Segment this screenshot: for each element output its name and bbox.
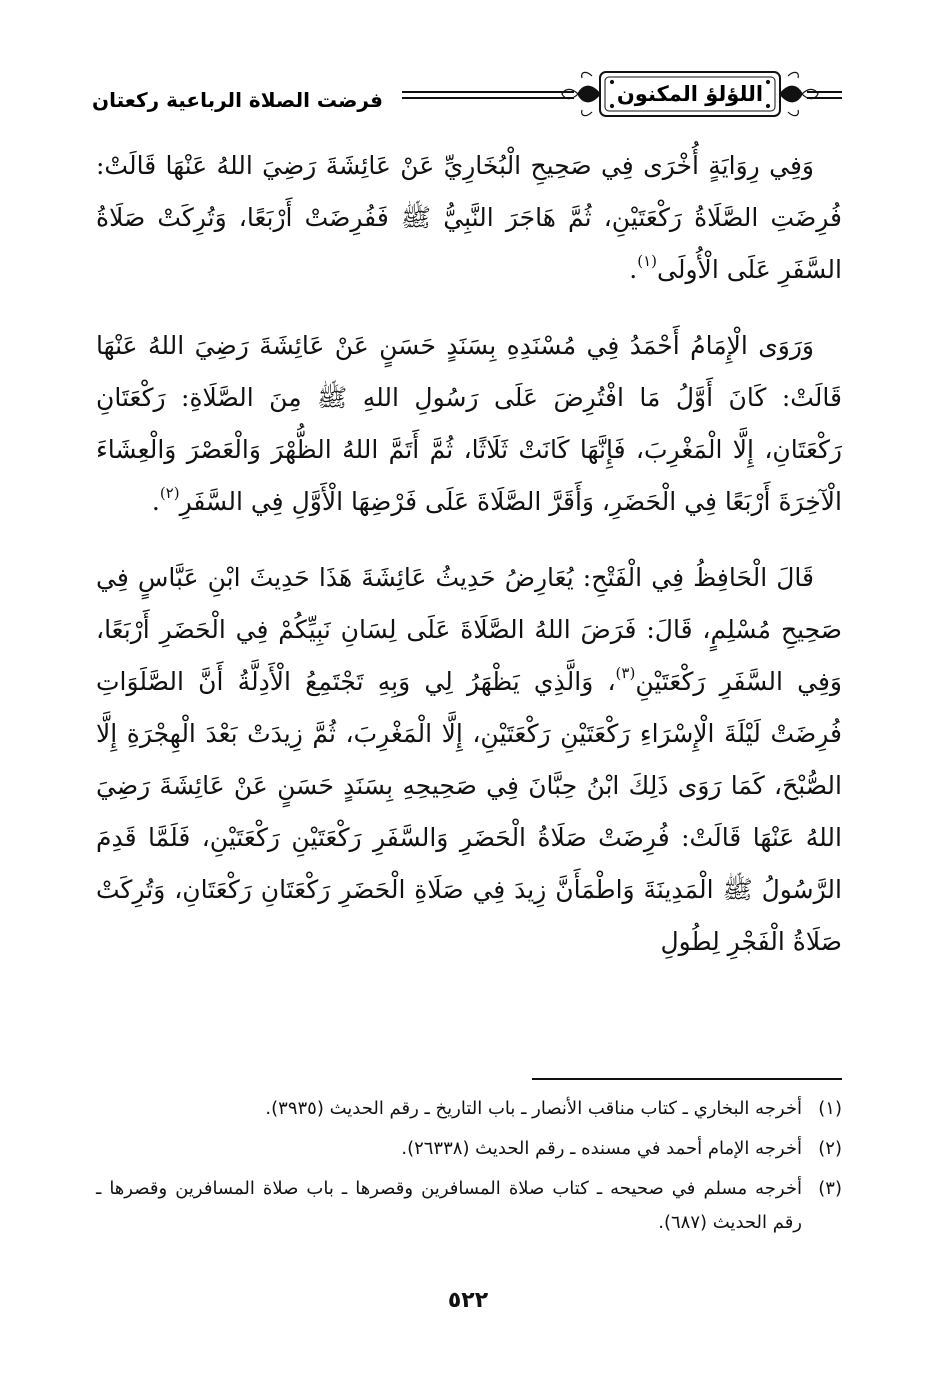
footnote-number: (٣)	[818, 1178, 842, 1199]
paragraph-2-end: .	[151, 487, 160, 516]
page-number: ٥٢٢	[447, 1288, 489, 1313]
chapter-title: فرضت الصلاة الرباعية ركعتان	[92, 88, 383, 112]
footnote-ref-2[interactable]: (٢)	[159, 484, 180, 502]
book-title: اللؤلؤ المكنون	[616, 82, 764, 106]
paragraph-2-text: وَرَوَى الْإِمَامُ أَحْمَدُ فِي مُسْنَدِهِ بِسَنَدٍ حَسَنٍ عَنْ عَائِشَةَ رَضِيَ اللهُ عَنْهَا قَالَتْ: كَانَ أَوَّلُ مَا افْتُرِضَ عَلَى رَسُولِ اللهِ ﷺ مِنَ الصَّلَاةِ: رَكْعَتَانِ رَكْعَتَانِ، إِلَّا الْمَغْرِبَ، فَإِنَّهَا كَانَتْ ثَلَاثًا، ثُمَّ أَتَمَّ اللهُ الظُّهْرَ وَالْعَصْرَ وَالْعِشَاءَ الْآخِرَةَ أَرْبَعًا فِي الْحَضَرِ، وَأَقَرَّ الصَّلَاةَ عَلَى فَرْضِهَا الْأَوَّلِ فِي السَّفَرِ	[96, 331, 842, 516]
footnote-2	[96, 1132, 842, 1166]
footnote-ref-1[interactable]: (١)	[637, 252, 658, 270]
footnote-text: أخرجه مسلم في صحيحه ـ كتاب صلاة المسافرين وقصرها ـ باب صلاة المسافرين وقصرها ـ رقم الحديث (٦٨٧).	[96, 1178, 802, 1233]
footnotes	[96, 1092, 842, 1246]
page-header	[92, 62, 842, 126]
paragraph-3-text-before: قَالَ الْحَافِظُ فِي الْفَتْحِ: يُعَارِضُ حَدِيثُ عَائِشَةَ هَذَا حَدِيثَ ابْنِ عَبَّاسٍ فِي صَحِيحِ مُسْلِمٍ، قَالَ: فَرَضَ اللهُ الصَّلَاةَ عَلَى لِسَانِ نَبِيِّكُمْ فِي الْحَضَرِ أَرْبَعًا، وَفِي السَّفَرِ رَكْعَتَيْنِ	[96, 563, 843, 696]
paragraph-3-text-after: ، وَالَّذِي يَظْهَرُ لِي وَبِهِ تَجْتَمِعُ الْأَدِلَّةُ أَنَّ الصَّلَوَاتِ فُرِضَتْ لَيْلَةَ الْإِسْرَاءِ رَكْعَتَيْنِ رَكْعَتَيْنِ، إِلَّا الْمَغْرِبَ، ثُمَّ زِيدَتْ بَعْدَ الْهِجْرَةِ إِلَّا الصُّبْحَ، كَمَا رَوَى ذَلِكَ ابْنُ حِبَّانَ فِي صَحِيحِهِ بِسَنَدٍ حَسَنٍ عَنْ عَائِشَةَ رَضِيَ اللهُ عَنْهَا قَالَتْ: فُرِضَتْ صَلَاةُ الْحَضَرِ وَالسَّفَرِ رَكْعَتَيْنِ رَكْعَتَيْنِ، فَلَمَّا قَدِمَ الرَّسُولُ ﷺ الْمَدِينَةَ وَاطْمَأَنَّ زِيدَ فِي صَلَاةِ الْحَضَرِ رَكْعَتَانِ رَكْعَتَانِ، وَتُرِكَتْ صَلَاةُ الْفَجْرِ لِطُولِ	[96, 667, 842, 956]
footnote-3	[96, 1172, 842, 1240]
footnote-number: (١)	[818, 1098, 842, 1119]
footnote-separator	[532, 1078, 842, 1080]
footnote-number: (٢)	[818, 1138, 842, 1159]
footnote-text: أخرجه البخاري ـ كتاب مناقب الأنصار ـ باب التاريخ ـ رقم الحديث (٣٩٣٥).	[265, 1098, 802, 1119]
paragraph-2	[96, 320, 842, 528]
footnote-text: أخرجه الإمام أحمد في مسنده ـ رقم الحديث (٢٦٣٣٨).	[401, 1138, 802, 1159]
paragraph-1-text: وَفِي رِوَايَةٍ أُخْرَى فِي صَحِيحِ الْبُخَارِيِّ عَنْ عَائِشَةَ رَضِيَ اللهُ عَنْهَا قَالَتْ: فُرِضَتِ الصَّلَاةُ رَكْعَتَيْنِ، ثُمَّ هَاجَرَ النَّبِيُّ ﷺ فَفُرِضَتْ أَرْبَعًا، وَتُرِكَتْ صَلَاةُ السَّفَرِ عَلَى الْأُولَى	[96, 151, 842, 284]
main-text	[96, 140, 842, 992]
footnote-1	[96, 1092, 842, 1126]
paragraph-3	[96, 552, 842, 968]
paragraph-1-end: .	[629, 255, 638, 284]
paragraph-1	[96, 140, 842, 296]
footnote-ref-3[interactable]: (٣)	[615, 664, 636, 682]
